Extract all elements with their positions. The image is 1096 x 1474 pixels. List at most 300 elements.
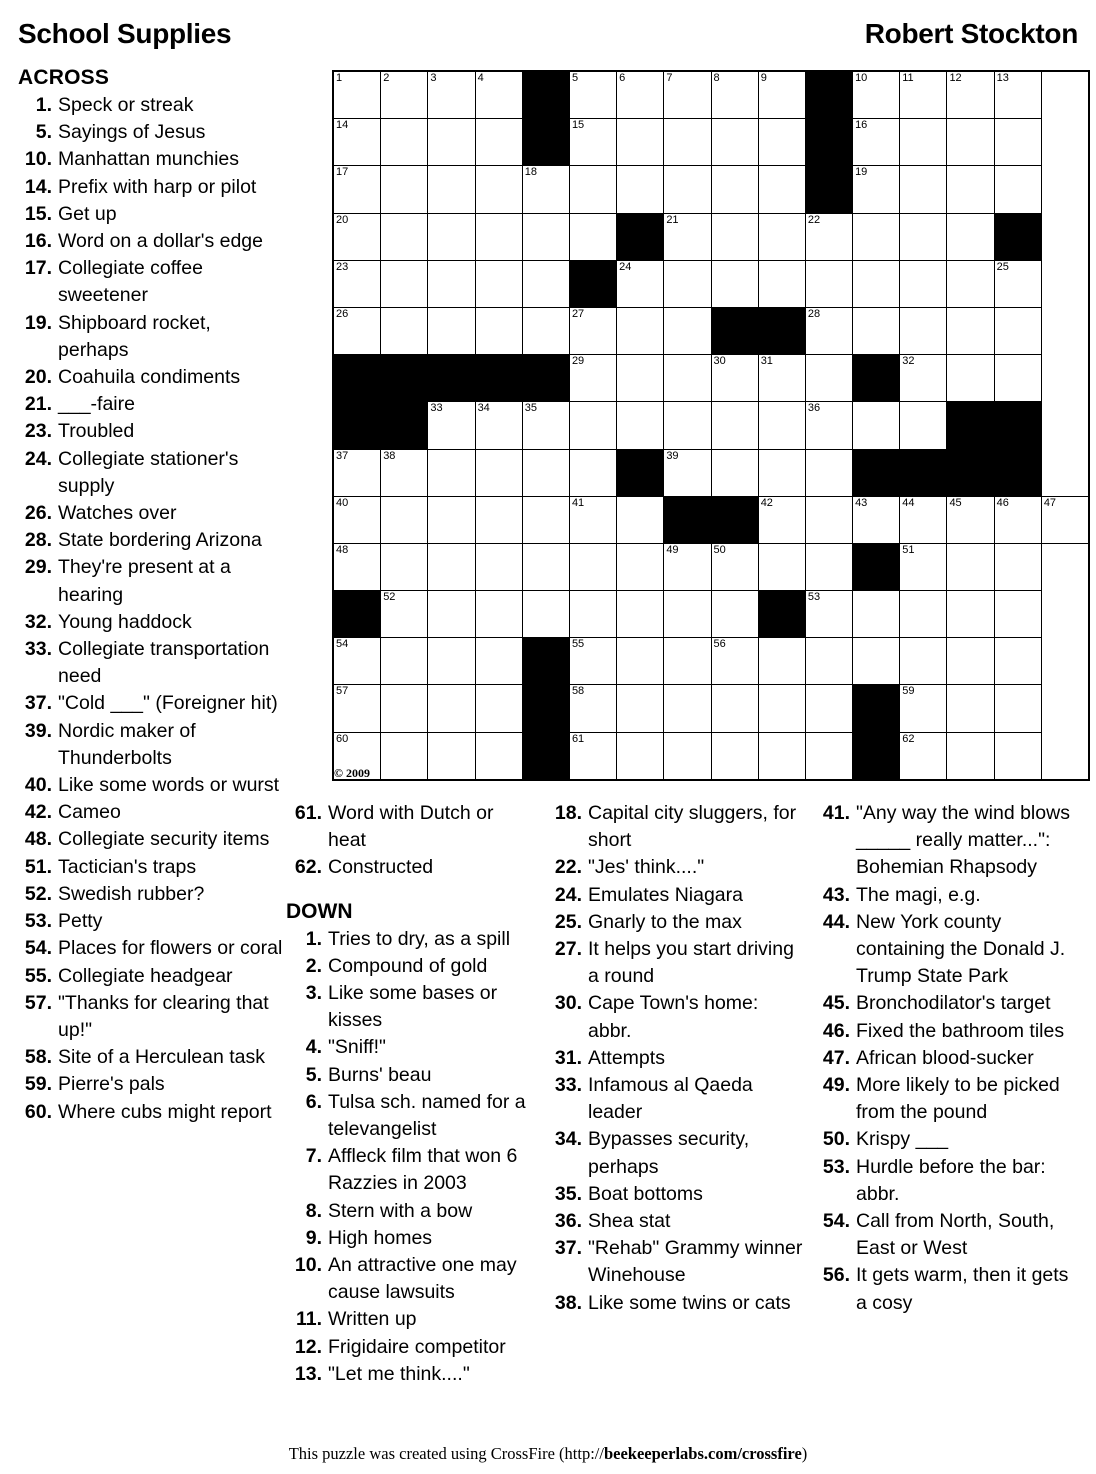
grid-cell[interactable] (475, 307, 522, 354)
clue-number: 43. (822, 883, 850, 906)
across-clue-item[interactable] (18, 963, 286, 990)
grid-cell[interactable] (617, 260, 664, 307)
across-clue-item[interactable] (18, 446, 286, 500)
grid-block-cell (758, 307, 805, 354)
grid-cell[interactable] (475, 213, 522, 260)
grid-cell[interactable] (853, 638, 900, 685)
grid-block-cell (853, 685, 900, 732)
clue-number: 46. (822, 1019, 850, 1042)
grid-cell[interactable] (900, 543, 947, 590)
grid-cell[interactable] (381, 71, 428, 119)
down-clue-item[interactable] (814, 1208, 1080, 1262)
grid-cell[interactable] (711, 260, 758, 307)
down-clue-item[interactable] (546, 1235, 804, 1289)
grid-cell-number: 35 (524, 402, 537, 415)
grid-cell[interactable] (853, 307, 900, 354)
grid-cell[interactable] (475, 543, 522, 590)
down-clue-item[interactable] (286, 1198, 536, 1225)
grid-cell[interactable] (333, 71, 381, 119)
grid-cell[interactable] (333, 685, 381, 732)
across-clue-item[interactable] (18, 364, 286, 391)
grid-cell[interactable] (805, 307, 852, 354)
grid-cell[interactable] (664, 638, 711, 685)
across-clue-item[interactable] (18, 201, 286, 228)
across-clue-item[interactable] (18, 935, 286, 962)
grid-cell[interactable] (522, 449, 569, 496)
grid-cell[interactable] (853, 402, 900, 449)
grid-cell[interactable] (664, 71, 711, 119)
grid-row (333, 591, 1089, 638)
grid-cell[interactable] (617, 496, 664, 543)
across-clue-item[interactable] (18, 799, 286, 826)
grid-cell[interactable] (664, 449, 711, 496)
grid-cell-number: 37 (336, 449, 349, 462)
grid-cell[interactable] (333, 166, 381, 213)
grid-cell[interactable] (900, 685, 947, 732)
grid-cell[interactable] (947, 260, 994, 307)
grid-cell[interactable] (569, 307, 616, 354)
grid-cell[interactable] (853, 71, 900, 119)
across-clue-item[interactable] (18, 174, 286, 201)
grid-cell[interactable] (805, 449, 852, 496)
down-clue-item[interactable] (286, 1089, 536, 1143)
across-clue-item[interactable] (18, 255, 286, 309)
grid-cell[interactable] (711, 402, 758, 449)
grid-cell[interactable] (758, 449, 805, 496)
clue-text: "Jes' think...." (588, 856, 705, 879)
across-clue-item[interactable] (18, 826, 286, 853)
down-clue-item[interactable] (286, 1034, 536, 1061)
across-clue-item[interactable] (18, 391, 286, 418)
grid-cell[interactable] (617, 685, 664, 732)
grid-cell[interactable] (711, 732, 758, 780)
down-clue-item[interactable] (814, 1045, 1080, 1072)
grid-cell[interactable] (758, 71, 805, 119)
grid-block-cell (994, 402, 1041, 449)
across-clue-item[interactable] (18, 1044, 286, 1071)
grid-cell[interactable] (428, 685, 475, 732)
grid-cell[interactable] (947, 213, 994, 260)
grid-cell[interactable] (475, 496, 522, 543)
grid-cell[interactable] (333, 307, 381, 354)
across-clue-item[interactable] (18, 418, 286, 445)
down-clue-item[interactable] (286, 1143, 536, 1197)
grid-cell[interactable] (617, 732, 664, 780)
grid-cell[interactable] (711, 591, 758, 638)
grid-cell-number: 20 (336, 213, 349, 226)
clue-text: Infamous al Qaeda leader (588, 1074, 753, 1124)
grid-cell[interactable] (994, 355, 1041, 402)
grid-cell[interactable] (381, 543, 428, 590)
grid-block-cell (805, 119, 852, 166)
across-clue-item[interactable] (18, 146, 286, 173)
grid-cell[interactable] (1041, 496, 1089, 543)
grid-cell[interactable] (900, 213, 947, 260)
grid-cell-number: 41 (571, 496, 585, 509)
grid-cell[interactable] (569, 71, 616, 119)
grid-cell[interactable] (333, 449, 381, 496)
grid-cell[interactable] (475, 71, 522, 119)
grid-cell[interactable] (711, 543, 758, 590)
grid-cell-number: 19 (855, 166, 868, 179)
grid-cell[interactable] (994, 591, 1041, 638)
grid-cell[interactable] (900, 638, 947, 685)
grid-cell[interactable] (711, 685, 758, 732)
down-clue-item[interactable] (286, 1062, 536, 1089)
grid-cell[interactable] (664, 166, 711, 213)
grid-cell-number: 8 (713, 72, 720, 84)
clue-text: Cape Town's home: abbr. (588, 992, 759, 1042)
grid-cell[interactable] (569, 591, 616, 638)
grid-cell[interactable] (758, 496, 805, 543)
grid-cell[interactable] (428, 213, 475, 260)
across-clue-item[interactable] (18, 92, 286, 119)
down-clue-item[interactable] (814, 990, 1080, 1017)
down-clue-item[interactable] (546, 1290, 804, 1317)
across-clue-item[interactable] (18, 228, 286, 255)
grid-cell[interactable] (900, 166, 947, 213)
down-clue-item[interactable] (286, 1252, 536, 1306)
grid-cell[interactable] (428, 166, 475, 213)
grid-cell[interactable] (617, 355, 664, 402)
grid-cell[interactable] (758, 685, 805, 732)
grid-cell[interactable] (947, 71, 994, 119)
grid-cell[interactable] (994, 685, 1041, 732)
grid-cell[interactable] (664, 591, 711, 638)
down-clue-item[interactable] (546, 1045, 804, 1072)
grid-cell[interactable] (428, 71, 475, 119)
down-clue-item[interactable] (814, 1018, 1080, 1045)
grid-cell[interactable] (569, 449, 616, 496)
grid-cell[interactable] (569, 732, 616, 780)
grid-cell[interactable] (664, 307, 711, 354)
grid-cell[interactable] (522, 543, 569, 590)
grid-cell[interactable] (853, 213, 900, 260)
grid-cell[interactable] (711, 71, 758, 119)
grid-cell-number: 60 (336, 732, 349, 745)
grid-row (333, 732, 1089, 780)
grid-cell[interactable] (333, 638, 381, 685)
grid-cell-number: 52 (383, 591, 396, 604)
down-clue-item[interactable] (546, 854, 804, 881)
grid-cell[interactable] (428, 402, 475, 449)
down-clue-item[interactable] (546, 1208, 804, 1235)
grid-cell[interactable] (853, 496, 900, 543)
grid-cell[interactable] (805, 685, 852, 732)
clue-text: Frigidaire competitor (328, 1335, 506, 1358)
grid-cell[interactable] (947, 119, 994, 166)
grid-cell[interactable] (569, 355, 616, 402)
grid-cell[interactable] (522, 166, 569, 213)
grid-cell[interactable] (947, 732, 994, 780)
across-clue-item[interactable] (18, 554, 286, 608)
across-clue-item[interactable] (18, 310, 286, 364)
grid-cell[interactable] (900, 402, 947, 449)
grid-cell[interactable] (758, 732, 805, 780)
grid-cell[interactable] (333, 213, 381, 260)
down-clue-item[interactable] (814, 1154, 1080, 1208)
grid-cell[interactable] (758, 166, 805, 213)
grid-cell[interactable] (569, 685, 616, 732)
grid-cell[interactable] (522, 260, 569, 307)
clue-number: 27. (554, 938, 582, 961)
grid-cell[interactable] (711, 638, 758, 685)
grid-cell[interactable] (664, 543, 711, 590)
clue-number: 13. (294, 1362, 322, 1385)
grid-cell[interactable] (900, 307, 947, 354)
grid-cell[interactable] (947, 638, 994, 685)
grid-cell[interactable] (617, 307, 664, 354)
clue-text: Troubled (58, 420, 135, 443)
grid-cell[interactable] (853, 591, 900, 638)
grid-cell[interactable] (900, 591, 947, 638)
grid-cell[interactable] (475, 732, 522, 780)
grid-cell[interactable] (475, 119, 522, 166)
grid-cell[interactable] (994, 119, 1041, 166)
grid-cell[interactable] (900, 496, 947, 543)
grid-cell[interactable] (569, 402, 616, 449)
grid-cell[interactable] (758, 213, 805, 260)
grid-cell[interactable] (994, 166, 1041, 213)
grid-cell[interactable] (947, 543, 994, 590)
grid-cell[interactable] (947, 496, 994, 543)
grid-cell[interactable] (475, 638, 522, 685)
across-clue-item[interactable] (18, 990, 286, 1044)
down-clue-item[interactable] (286, 926, 536, 953)
grid-cell[interactable] (947, 307, 994, 354)
grid-cell[interactable] (805, 402, 852, 449)
clue-number: 37. (554, 1237, 582, 1260)
down-clue-item[interactable] (286, 980, 536, 1034)
grid-cell[interactable] (475, 685, 522, 732)
down-clue-item[interactable] (546, 909, 804, 936)
grid-cell-number: 10 (855, 72, 868, 84)
grid-cell[interactable] (522, 307, 569, 354)
grid-cell[interactable] (428, 543, 475, 590)
down-clue-list-2 (546, 800, 804, 1317)
grid-cell[interactable] (805, 213, 852, 260)
grid-cell[interactable] (994, 260, 1041, 307)
grid-cell-number: 40 (336, 496, 349, 509)
down-clue-item[interactable] (546, 1126, 804, 1180)
grid-cell[interactable] (522, 496, 569, 543)
grid-cell[interactable] (522, 591, 569, 638)
grid-cell[interactable] (569, 543, 616, 590)
down-clue-item[interactable] (286, 1225, 536, 1252)
grid-cell[interactable] (664, 402, 711, 449)
grid-cell[interactable] (381, 591, 428, 638)
grid-cell[interactable] (994, 71, 1041, 119)
down-clue-item[interactable] (286, 953, 536, 980)
down-clue-item[interactable] (814, 800, 1080, 882)
grid-cell[interactable] (711, 213, 758, 260)
grid-cell[interactable] (381, 496, 428, 543)
grid-cell[interactable] (664, 732, 711, 780)
clue-text: "Let me think...." (328, 1362, 470, 1385)
grid-cell[interactable] (994, 307, 1041, 354)
across-clue-item[interactable] (286, 800, 536, 854)
clue-text: Young haddock (58, 610, 192, 633)
grid-cell[interactable] (758, 402, 805, 449)
across-clue-item[interactable] (18, 772, 286, 799)
grid-cell[interactable] (947, 166, 994, 213)
across-clue-item[interactable] (18, 609, 286, 636)
crossword-grid[interactable] (332, 70, 1090, 781)
grid-cell[interactable] (758, 638, 805, 685)
grid-cell[interactable] (428, 638, 475, 685)
grid-cell[interactable] (617, 638, 664, 685)
grid-cell[interactable] (994, 543, 1041, 590)
grid-cell[interactable] (381, 732, 428, 780)
grid-cell[interactable] (900, 119, 947, 166)
down-clue-item[interactable] (814, 1262, 1080, 1316)
down-clue-item[interactable] (546, 936, 804, 990)
down-clue-item[interactable] (286, 1306, 536, 1333)
grid-cell[interactable] (428, 119, 475, 166)
grid-cell[interactable] (428, 260, 475, 307)
across-clue-item[interactable] (18, 527, 286, 554)
grid-cell[interactable] (853, 260, 900, 307)
across-clue-item[interactable] (18, 119, 286, 146)
down-clue-item[interactable] (286, 1361, 536, 1388)
grid-cell[interactable] (664, 685, 711, 732)
grid-cell[interactable] (947, 685, 994, 732)
grid-cell[interactable] (333, 543, 381, 590)
grid-cell[interactable] (853, 166, 900, 213)
across-clue-item[interactable] (18, 718, 286, 772)
clue-text: "Sniff!" (328, 1036, 386, 1059)
grid-cell[interactable] (475, 449, 522, 496)
grid-cell[interactable] (994, 638, 1041, 685)
grid-cell[interactable] (428, 732, 475, 780)
down-clue-item[interactable] (546, 1072, 804, 1126)
grid-cell[interactable] (475, 402, 522, 449)
grid-cell[interactable] (805, 260, 852, 307)
clue-number: 5. (305, 1063, 322, 1086)
down-clue-item[interactable] (546, 800, 804, 854)
clue-number: 53. (822, 1155, 850, 1178)
across-clue-item[interactable] (18, 854, 286, 881)
down-clue-item[interactable] (546, 1181, 804, 1208)
grid-cell[interactable] (428, 307, 475, 354)
grid-cell[interactable] (522, 213, 569, 260)
grid-cell[interactable] (333, 260, 381, 307)
grid-cell[interactable] (381, 685, 428, 732)
grid-cell[interactable] (428, 496, 475, 543)
grid-cell[interactable] (664, 355, 711, 402)
grid-block-cell (617, 449, 664, 496)
grid-cell[interactable] (569, 638, 616, 685)
grid-cell[interactable] (617, 119, 664, 166)
grid-cell[interactable] (475, 260, 522, 307)
grid-cell[interactable] (758, 119, 805, 166)
clue-number: 11. (295, 1308, 322, 1331)
grid-cell[interactable] (333, 119, 381, 166)
grid-row (333, 307, 1089, 354)
grid-cell[interactable] (617, 71, 664, 119)
grid-cell[interactable] (569, 496, 616, 543)
down-clue-item[interactable] (814, 909, 1080, 991)
grid-cell[interactable] (805, 543, 852, 590)
across-clue-item[interactable] (18, 1071, 286, 1098)
grid-cell[interactable] (805, 591, 852, 638)
grid-cell[interactable] (381, 449, 428, 496)
grid-cell[interactable] (947, 591, 994, 638)
grid-cell[interactable] (569, 166, 616, 213)
grid-cell[interactable] (617, 543, 664, 590)
author-name: Robert Stockton (864, 18, 1078, 49)
down-clue-item[interactable] (814, 1126, 1080, 1153)
across-clue-item[interactable] (286, 854, 536, 881)
grid-cell[interactable] (664, 213, 711, 260)
grid-cell[interactable] (569, 213, 616, 260)
across-clue-item[interactable] (18, 690, 286, 717)
grid-cell[interactable] (428, 591, 475, 638)
clue-text: Shipboard rocket, perhaps (58, 311, 211, 361)
down-clue-item[interactable] (546, 990, 804, 1044)
grid-cell[interactable] (994, 496, 1041, 543)
grid-cell[interactable] (711, 166, 758, 213)
grid-cell[interactable] (381, 260, 428, 307)
grid-cell[interactable] (381, 307, 428, 354)
across-clue-item[interactable] (18, 908, 286, 935)
grid-cell[interactable] (711, 119, 758, 166)
down-clue-item[interactable] (546, 882, 804, 909)
grid-cell[interactable] (900, 732, 947, 780)
grid-cell[interactable] (805, 355, 852, 402)
grid-cell[interactable] (947, 355, 994, 402)
grid-cell[interactable] (711, 449, 758, 496)
grid-cell[interactable] (900, 260, 947, 307)
grid-cell[interactable] (617, 591, 664, 638)
across-clue-item[interactable] (18, 881, 286, 908)
grid-cell[interactable] (758, 260, 805, 307)
across-clue-item[interactable] (18, 636, 286, 690)
grid-cell[interactable] (711, 355, 758, 402)
grid-cell[interactable] (900, 71, 947, 119)
grid-cell[interactable] (758, 543, 805, 590)
grid-cell[interactable] (569, 119, 616, 166)
grid-cell[interactable] (664, 119, 711, 166)
grid-cell[interactable] (333, 496, 381, 543)
grid-cell[interactable] (522, 402, 569, 449)
grid-cell[interactable] (853, 119, 900, 166)
down-clue-item[interactable] (286, 1334, 536, 1361)
grid-cell[interactable] (475, 591, 522, 638)
grid-cell[interactable] (900, 355, 947, 402)
grid-cell[interactable] (805, 732, 852, 780)
grid-cell[interactable] (381, 166, 428, 213)
across-clue-item[interactable] (18, 1099, 286, 1126)
grid-cell[interactable] (381, 638, 428, 685)
grid-cell[interactable] (428, 449, 475, 496)
grid-cell[interactable] (617, 402, 664, 449)
grid-cell[interactable] (664, 260, 711, 307)
grid-cell[interactable] (758, 355, 805, 402)
down-clue-item[interactable] (814, 1072, 1080, 1126)
across-clue-item[interactable] (18, 500, 286, 527)
down-clue-item[interactable] (814, 882, 1080, 909)
grid-cell[interactable] (475, 166, 522, 213)
grid-cell[interactable] (381, 119, 428, 166)
grid-cell[interactable] (381, 213, 428, 260)
grid-cell[interactable] (617, 166, 664, 213)
grid-cell[interactable] (994, 732, 1041, 780)
grid-block-cell (522, 685, 569, 732)
grid-cell-number: 3 (430, 72, 437, 84)
grid-cell[interactable] (805, 638, 852, 685)
grid-cell[interactable] (805, 496, 852, 543)
